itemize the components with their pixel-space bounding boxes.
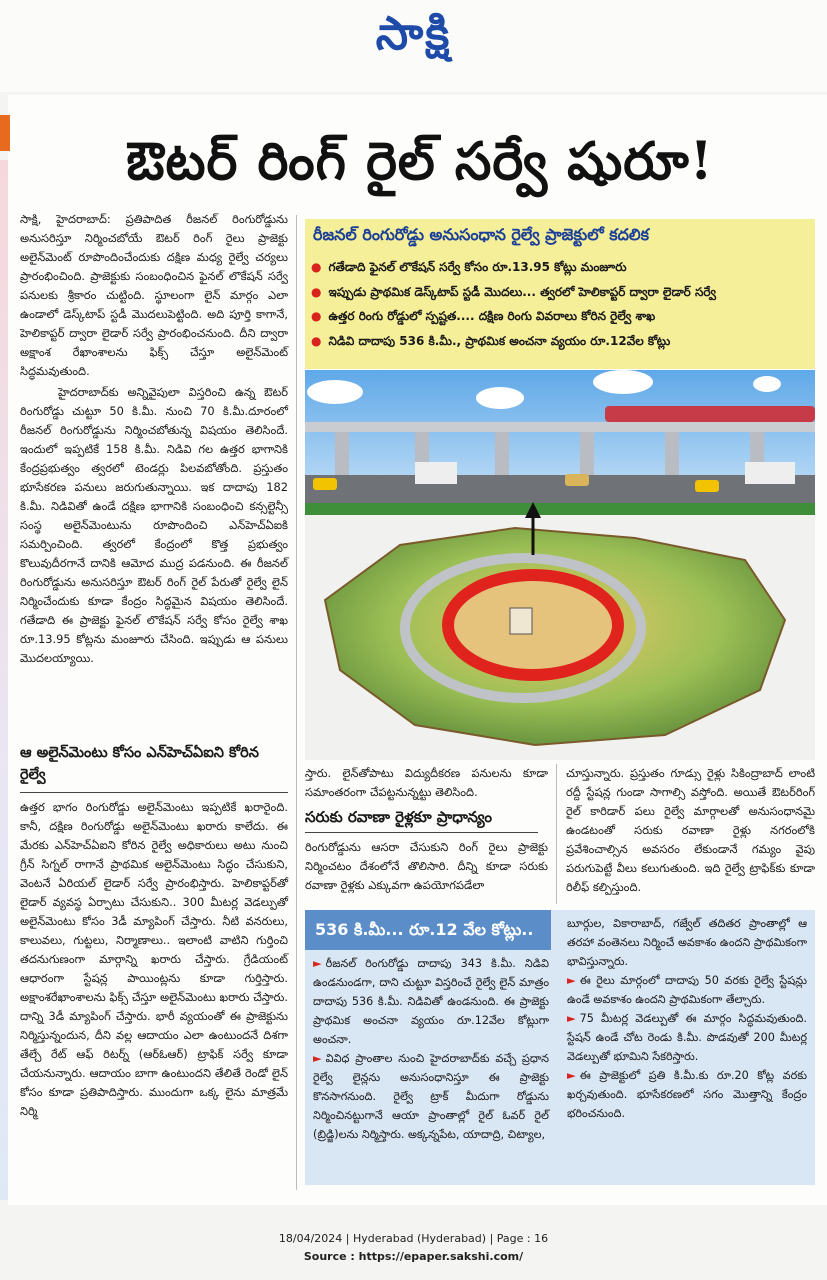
fact-item: ► ఈ ప్రాజెక్టులో ప్రతి కి.మీ.కు రూ.20 కోట్ల వరకు ఖర్చవుతుంది. భూసేకరణలో సగం మొత్తాన్ని కేంద్రం భరించనుంది.: [567, 1069, 807, 1120]
car: [695, 480, 719, 492]
page-edge-strip: [0, 160, 8, 1200]
masthead: [0, 0, 827, 92]
page-footer-source: Source : https://epaper.sakshi.com/: [303, 1250, 524, 1263]
truck: [745, 462, 795, 484]
cloud: [307, 380, 363, 404]
facts-box-title: 536 కి.మీ... రూ.12 వేల కోట్లు..: [305, 910, 551, 950]
article-column-1: [20, 210, 288, 670]
bullet-icon: ●: [311, 309, 322, 323]
article-paragraph-3: ఉత్తర భాగం రింగురోడ్డు అలైన్‌మెంటు ఇప్పటికే ఖరారైంది. కానీ, దక్షిణ రింగురోడ్డు అలైన్‌మెంటు ఖరారు కాలేదు. ఈ మేరకు ఎన్‌హెచ్ఏఐని కోరిన రైల్వే అధికారులు అటు నుంచి గ్రీన్ సిగ్నల్ రాగానే ప్రాథమిక అలైన్‌మెంటు సిద్ధం చేసుకుని, వెంటనే ఏరియల్ లైడార్ సర్వే ప్రారంభిస్తారు. హెలికాప్టర్‌తో లైడార్ వ్యవస్థ ఏర్పాటు చేసుకుని.. 300 మీటర్ల వెడల్పుతో అలైన్‌మెంటు కోసం 3డీ మ్యాపింగ్ చేస్తారు. నీటి వనరులు, కాలువలు, గుట్టలు, నిర్మాణాలు.. ఇలాంటి వాటిని గుర్తించి తదనుగుణంగా మార్గాన్ని ఖరారు చేస్తారు. గ్రేడియంట్ ఆధారంగా స్టేషన్ల పాయింట్లను కూడా గుర్తిస్తారు. అక్షాంశరేఖాంశాలను ఫిక్స్ చేస్తూ అలైన్‌మెంటు ఖరారు చేస్తారు. దాన్ని 3డీ మ్యాపింగ్ చేస్తారు. భారీ వ్యయంతో ఈ ప్రాజెక్టును నిర్మిస్తున్నందున, దీని వల్ల ఆదాయం ఎలా ఉంటుందనే దిశగా తేల్చే రేట్ ఆఫ్ రిటర్న్ (ఆర్ఓఆర్) ట్రాఫిక్ సర్వే కూడా చేయనున్నారు. ఆదాయం బాగా ఉంటుందని తేలితే రెండో లైన్ కోసం కూడా ప్రతిపాదిస్తారు. ముందుగా ఒక్క లైను మాత్రమే నిర్మి: [20, 800, 288, 1118]
car: [313, 478, 337, 490]
highlights-box: [305, 219, 815, 369]
triangle-bullet-icon: ►: [567, 1012, 576, 1025]
highlight-item: ● ఇప్పుడు ప్రాథమిక డెస్క్‌టాప్ స్టడీ మొదలు... త్వరలో హెలికాప్టర్ ద్వారా లైడార్ సర్వే: [311, 284, 717, 299]
facts-box: [305, 910, 815, 1185]
metro-train: [605, 406, 815, 422]
triangle-bullet-icon: ►: [313, 1052, 322, 1065]
sakshi-logo: సాక్షి: [375, 6, 452, 60]
article-paragraph-2: హైదరాబాద్‌కు అన్నివైపులా విస్తరించి ఉన్న ఔటర్ రింగురోడ్డు చుట్టూ 50 కి.మీ. నుంచి 70 కి.మీ.దూరంలో రీజనల్ రింగురోడ్డును నిర్మించబోతున్న విషయం తెలిసిందే. ఇందులో ఇప్పటికే 158 కి.మీ. నిడివి గల ఉత్తర భాగానికి కేంద్రప్రభుత్వం త్వరలో టెండర్లు పిలవబోతోంది. ప్రస్తుతం భూసేకరణ పనులు జరుగుతున్నాయి. ఇక దాదాపు 182 కి.మీ. నిడివితో ఉండే దక్షిణ భాగానికి సంబంధించి కన్సల్టెన్సీ సంస్థ అలైన్‌మెంటును రూపొందించి ఎన్‌హెచ్‌ఏఐకి సమర్పించింది. త్వరలో కేంద్రంలో కొత్త ప్రభుత్వం కొలువుదీరగానే దానికి ఆమోద ముద్ర పడనుంది. ఈ రీజనల్ రింగురోడ్డును అనుసరిస్తూ ఔటర్ రింగ్ రైల్ పేరుతో రైల్వే లైన్ నిర్మించేందుకు కూడా కేంద్రం సిద్ధమైన విషయం తెలిసిందే. గతేడాది ఈ ప్రాజెక్టు ఫైనల్ లొకేషన్ సర్వే కోసం రైల్వే శాఖ రూ.13.95 కోట్లను మంజూరు చేసింది. ఇప్పుడు ఆ పనులు మొదలయ్యాయి.: [20, 385, 288, 665]
triangle-bullet-icon: ►: [567, 974, 576, 987]
column-divider: [296, 215, 297, 1190]
grass-strip: [305, 503, 815, 515]
article-column-3-top: చూస్తున్నారు. ప్రస్తుతం గూడ్సు రైళ్లు సికింద్రాబాద్ లాంటి రద్దీ స్టేషన్ల గుండా సాగాల్సి వస్తోంది. అయితే ఔటర్‌రింగ్ రైల్ కారిడార్ పలు రైల్వే మార్గాలతో అనుసంధానమై ఉండటంతో సరుకు రవాణా రైళ్లు నగరంలోకి ప్రవేశించాల్సిన అవసరం లేకుండానే గమ్యం వైపు పరుగుపెట్టే వీలు కలుగుతుంది. ఇది రైల్వే ట్రాఫిక్‌కు కూడా రిలీఫ్ కల్పిస్తుంది.: [566, 766, 815, 894]
truck: [415, 462, 457, 484]
facts-left-column: [313, 954, 549, 1144]
divider: [305, 832, 538, 833]
ring-rail-illustration: [305, 370, 815, 760]
article-column-1-continued: [20, 798, 288, 1123]
bullet-icon: ●: [311, 260, 322, 274]
bullet-icon: ●: [311, 333, 322, 348]
freight-paragraph: రింగురోడ్డును ఆసరా చేసుకుని రింగ్ రైలు ప్రాజెక్టు నిర్మించటం దేశంలోనే తొలిసారి. దీన్ని కూడా సరుకు రవాణా రైళ్లకు ఎక్కువగా ఉపయోగపడేలా: [305, 840, 548, 892]
highway: [305, 475, 815, 503]
elevated-viaduct: [305, 422, 815, 432]
fact-continuation: బూర్గుల, వికారాబాద్, గజ్వేల్ తదితర ప్రాంతాల్లో ఆ తరహా వంతెనలు నిర్మించే అవకాశం ఉందని ప్రాథమికంగా భావిస్తున్నారు.: [567, 917, 807, 968]
cloud: [476, 387, 524, 409]
cloud: [753, 376, 781, 392]
highlights-list: [311, 255, 716, 353]
charminar-landmark: [510, 608, 532, 634]
highlights-title: రీజనల్ రింగురోడ్డు అనుసంధాన రైల్వే ప్రాజెక్టులో కదలిక: [313, 225, 649, 244]
ring-rail-map-graphic: [305, 370, 815, 760]
section-marker: [0, 115, 10, 151]
fact-item: ► రీజనల్ రింగురోడ్డు దాదాపు 343 కి.మీ. నిడివి ఉండనుండగా, దాని చుట్టూ విస్తరించే రైల్వే లైన్ మాత్రం దాదాపు 536 కి.మీ. నిడివితో ఉండనుంది. ఈ ప్రాజెక్టు ప్రాథమిక అంచనా వ్యయం రూ.12వేల కోట్లుగా అంచనా.: [313, 957, 549, 1046]
article-column-2-top: స్తారు. లైన్‌తోపాటు విద్యుదీకరణ పనులను కూడా సమాంతరంగా చేపట్టనున్నట్టు తెలిసింది.: [305, 766, 548, 799]
cloud: [593, 370, 653, 394]
facts-right-column: [567, 914, 807, 1123]
highlight-item: ● గతేడాది ఫైనల్ లొకేషన్ సర్వే కోసం రూ.13.95 కోట్లు మంజూరు: [311, 260, 627, 274]
highlight-item: ● నిడివి దాదాపు 536 కి.మీ., ప్రాథమిక అంచనా వ్యయం రూ.12వేల కోట్లు: [311, 333, 671, 348]
fact-item: ► 75 మీటర్ల వెడల్పుతో ఈ మార్గం సిద్ధమవుతుంది. స్టేషన్ ఉండే చోట రెండు కి.మీ. పొడవుతో 200 మీటర్ల వెడల్పుతో భూమిని సేకరిస్తారు.: [567, 1012, 807, 1063]
car: [565, 474, 589, 486]
column-divider: [556, 764, 557, 904]
article-paragraph-1: సాక్షి, హైదరాబాద్: ప్రతిపాదిత రీజనల్ రింగురోడ్డును అనుసరిస్తూ నిర్మించబోయే ఔటర్ రింగ్ రైలు ప్రాజెక్టు అలైన్‌మెంట్ రూపొందించేందుకు దక్షిణ మధ్య రైల్వే చర్యలు ప్రారంభించింది. ప్రాజెక్టుకు సంబంధించిన ఫైనల్ లొకేషన్ సర్వే పనులకు శ్రీకారం చుట్టింది. స్థూలంగా లైన్ మార్గం ఎలా ఉండాలో డెస్క్‌టాప్ స్టడీ మొదలుపెట్టింది. అది పూర్తి కాగానే, హెలికాప్టర్ ద్వారా లైడార్ సర్వే ప్రారంభించనుంది. దీని ద్వారా అక్షాంశ రేఖాంశాలను ఫిక్స్ చేస్తూ అలైన్‌మెంట్ సిద్ధమవుతుంది.: [20, 212, 288, 378]
triangle-bullet-icon: ►: [313, 957, 322, 970]
triangle-bullet-icon: ►: [567, 1069, 576, 1082]
headline: ఔటర్ రింగ్ రైల్ సర్వే షురూ!: [126, 131, 714, 192]
subheading-alignment: ఆ అలైన్‌మెంటు కోసం ఎన్‌హెచ్ఏఐని కోరిన రైల్వే: [20, 745, 259, 783]
page-footer-date: 18/04/2024 | Hyderabad (Hyderabad) | Page : 16: [278, 1232, 549, 1245]
regional-ring-rail: [448, 575, 618, 675]
fact-item: ► ఈ రైలు మార్గంలో దాదాపు 50 వరకు రైల్వే స్టేషన్లు ఉండే అవకాశం ఉందని ప్రాథమికంగా తేల్చారు.: [567, 974, 807, 1006]
highlight-item: ● ఉత్తర రింగు రోడ్డులో స్పష్టత.... దక్షిణ రింగు వివరాలు కోరిన రైల్వే శాఖ: [311, 309, 656, 323]
fact-item: ► వివిధ ప్రాంతాల నుంచి హైదరాబాద్‌కు వచ్చే ప్రధాన రైల్వే లైన్లను అనుసంధానిస్తూ ఈ ప్రాజెక్టు కొనసాగనుంది. రైల్వే ట్రాక్ మీదుగా రోడ్డును నిర్మించినట్టుగానే ఆయా ప్రాంతాల్లో రైల్ ఓవర్ రైల్ (బ్రిడ్జి)లను నిర్మిస్తారు. అక్కన్నపేట, యాదాద్రి, చిట్యాల,: [313, 1052, 549, 1141]
bullet-icon: ●: [311, 284, 322, 299]
divider: [20, 792, 288, 793]
freight-heading: సరుకు రవాణా రైళ్లకూ ప్రాధాన్యం: [305, 808, 492, 826]
